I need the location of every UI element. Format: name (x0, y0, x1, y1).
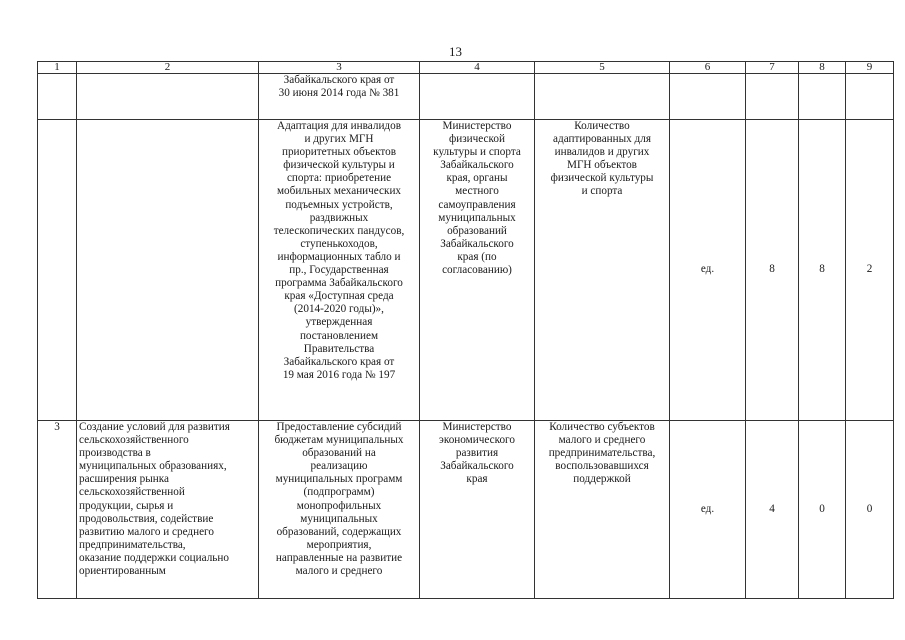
indicator-text: Количество субъектов малого и среднего предпринимательства, воспользовавшихся поддержкой (535, 421, 670, 599)
measure-text: Предоставление субсидий бюджетам муниципальных образований на реализацию муниципальных программ (подпрограмм) монопрофильных муниципальных образований, содержащих мероприятия, направленные на развитие малого и среднего (259, 421, 420, 599)
column-number-row (38, 62, 894, 74)
executor-text: Министерство экономического развития Забайкальского края (420, 421, 535, 599)
unit-cell: ед. (670, 120, 746, 421)
executor-text: Министерство физической культуры и спорта Забайкальского края, органы местного самоуправления муниципальных образований Забайкальского края (по согласованию) (420, 120, 535, 421)
column-number: 8 (799, 62, 846, 74)
value-col9: 2 (846, 120, 894, 421)
column-number: 1 (38, 62, 77, 74)
value-col7 (746, 74, 799, 120)
column-number: 6 (670, 62, 746, 74)
value-col7: 4 (746, 421, 799, 599)
executor-text (420, 74, 535, 120)
unit-cell (670, 74, 746, 120)
column-number: 7 (746, 62, 799, 74)
row-number (38, 74, 77, 120)
indicator-text: Количество адаптированных для инвалидов и других МГН объектов физической культуры и спорта (535, 120, 670, 421)
column-number: 3 (259, 62, 420, 74)
value-col9: 0 (846, 421, 894, 599)
column-number: 5 (535, 62, 670, 74)
value-col8: 0 (799, 421, 846, 599)
unit-cell: ед. (670, 421, 746, 599)
task-title (77, 120, 259, 421)
indicator-text (535, 74, 670, 120)
measure-text: Адаптация для инвалидов и других МГН приоритетных объектов физической культуры и спорта: приобретение мобильных механических подъемных устройств, раздвижных телескопических пандусов, ступенькоходов, информационных табло и пр., Государственная программа Забайкальского края «Доступная среда (2014-2020 годы)», утвержденная постановлением Правительства Забайкальского края от 19 мая 2016 года № 197 (259, 120, 420, 421)
program-table (37, 61, 894, 599)
table-row (38, 74, 894, 120)
value-col8: 8 (799, 120, 846, 421)
table-row (38, 120, 894, 421)
value-col7: 8 (746, 120, 799, 421)
value-col9 (846, 74, 894, 120)
task-title (77, 74, 259, 120)
page-number: 13 (449, 44, 462, 59)
measure-text: Забайкальского края от 30 июня 2014 года № 381 (259, 74, 420, 120)
task-title: Создание условий для развития сельскохозяйственного производства в муниципальных образованиях, расширения рынка сельскохозяйственной продукции, сырья и продовольствия, содействие развитию малого и среднего предпринимательства, оказание поддержки социально ориентированным (77, 421, 259, 599)
table-row (38, 421, 894, 599)
column-number: 4 (420, 62, 535, 74)
column-number: 2 (77, 62, 259, 74)
row-number: 3 (38, 421, 77, 599)
value-col8 (799, 74, 846, 120)
column-number: 9 (846, 62, 894, 74)
row-number (38, 120, 77, 421)
